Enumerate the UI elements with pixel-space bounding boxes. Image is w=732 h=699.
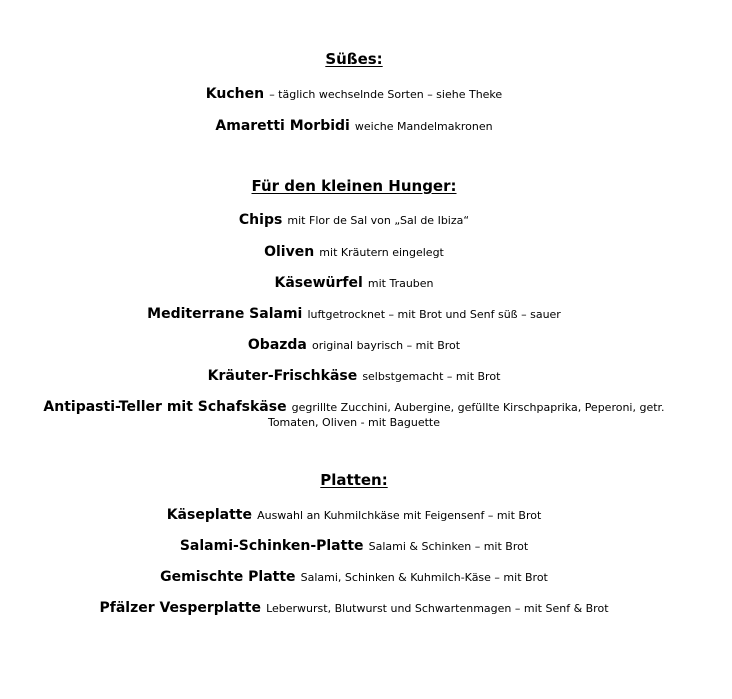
menu-item-name: Käseplatte	[166, 507, 252, 523]
menu-item-desc: mit Flor de Sal von „Sal de Ibiza“	[287, 214, 470, 227]
menu-item-name: Mediterrane Salami	[147, 306, 303, 322]
menu-item-kaesewuerfel	[0, 273, 708, 293]
menu-item-desc: Salami & Schinken – mit Brot	[368, 540, 529, 553]
menu-item-salami-schinken-platte	[0, 536, 708, 556]
section-heading-suesses: Süßes:	[325, 50, 383, 68]
menu-item-desc: Auswahl an Kuhmilchkäse mit Feigensenf – mit Brot	[257, 509, 542, 522]
section-heading-platten: Platten:	[320, 471, 388, 489]
menu-item-name: Gemischte Platte	[160, 569, 296, 585]
menu-item-desc: Leberwurst, Blutwurst und Schwartenmagen – mit Senf & Brot	[266, 602, 609, 615]
menu-item-desc: selbstgemacht – mit Brot	[362, 370, 501, 383]
menu-item-gemischte-platte	[0, 567, 708, 587]
menu-item-amaretti	[0, 116, 708, 136]
menu-item-name: Antipasti-Teller mit Schafskäse	[43, 399, 287, 415]
menu-item-desc: mit Trauben	[367, 277, 434, 290]
menu-item-name: Chips	[238, 212, 283, 228]
menu-item-desc: original bayrisch – mit Brot	[311, 339, 461, 352]
menu-item-name: Salami-Schinken-Platte	[179, 538, 364, 554]
menu-item-chips	[0, 210, 708, 230]
menu-item-desc: Salami, Schinken & Kuhmilch-Käse – mit Brot	[300, 571, 548, 584]
menu-item-name: Oliven	[264, 244, 315, 260]
menu-item-kraeuter-frischkaese	[0, 366, 708, 386]
section-heading-kleiner-hunger: Für den kleinen Hunger:	[251, 177, 457, 195]
menu-item-desc: mit Kräutern eingelegt	[319, 246, 444, 259]
menu-item-name: Käsewürfel	[274, 275, 363, 291]
menu-item-desc: weiche Mandelmakronen	[354, 120, 493, 133]
menu-item-kaeseplatte	[0, 505, 708, 525]
menu-item-obazda	[0, 335, 708, 355]
menu-item-name: Amaretti Morbidi	[215, 118, 350, 134]
menu-item-name: Kräuter-Frischkäse	[207, 368, 358, 384]
menu-item-desc: luftgetrocknet – mit Brot und Senf süß – sauer	[307, 308, 561, 321]
menu-item-name: Pfälzer Vesperplatte	[99, 600, 261, 616]
menu-item-name: Obazda	[247, 337, 307, 353]
menu-item-salami	[0, 304, 708, 324]
menu-item-kuchen	[0, 84, 708, 104]
menu-item-desc: gegrillte Zucchini, Aubergine, gefüllte Kirschpaprika, Peperoni, getr.	[291, 401, 665, 414]
menu-item-vesperplatte	[0, 598, 708, 618]
menu-item-desc: – täglich wechselnde Sorten – siehe Theke	[269, 88, 503, 101]
menu-item-antipasti-desc-cont: Tomaten, Oliven - mit Baguette	[267, 416, 441, 429]
menu-item-oliven	[0, 242, 708, 262]
menu-item-name: Kuchen	[205, 86, 265, 102]
